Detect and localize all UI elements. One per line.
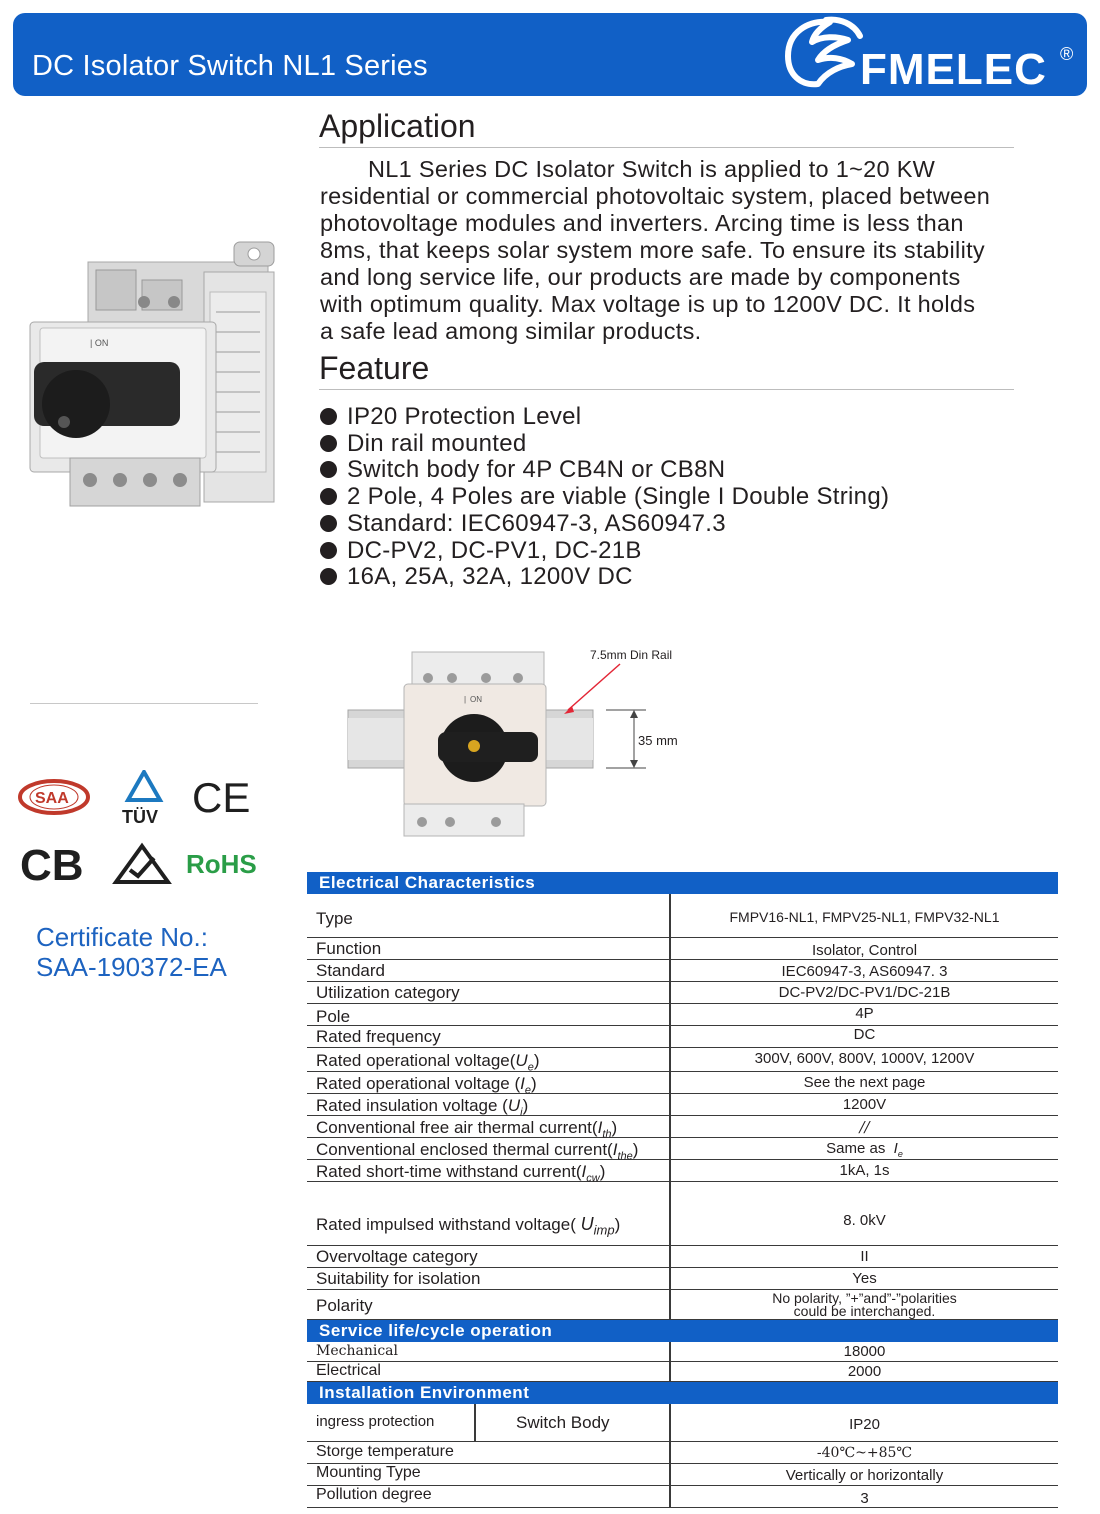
diagram-on-label: |	[464, 695, 467, 704]
height-label: 35 mm	[638, 733, 678, 748]
bullet-icon	[320, 435, 337, 452]
application-line: NL1 Series DC Isolator Switch is applied to 1~20 KW	[368, 156, 936, 182]
feature-list	[320, 404, 889, 591]
cert-divider	[30, 703, 258, 704]
bullet-icon	[320, 568, 337, 585]
table-row: Rated operational voltage $(I_e)$ See the next page	[307, 1072, 1058, 1094]
table-row: Rated impulsed withstand voltage( $U_{imp}$) 8. 0kV	[307, 1182, 1058, 1246]
feature-item: DC-PV2, DC-PV1, DC-21B	[320, 538, 889, 565]
page-title: DC Isolator Switch NL1 Series	[32, 50, 428, 82]
bullet-icon	[320, 461, 337, 478]
tuv-logo	[122, 772, 160, 827]
svg-text:SAA: SAA	[35, 790, 69, 807]
cert-logos	[18, 770, 278, 890]
rcm-logo	[116, 846, 168, 882]
application-line: photovoltage modules and inverters. Arcing time is less than	[320, 210, 964, 236]
bullet-icon	[320, 515, 337, 532]
rail-label: 7.5mm Din Rail	[590, 648, 673, 662]
certificate-number: SAA-190372-EA	[36, 952, 227, 982]
svg-text:TÜV: TÜV	[122, 807, 158, 827]
table-row: Rated insulation voltage $(U_i)$ 1200V	[307, 1094, 1058, 1116]
table-row: Polarity No polarity, ”+”and”-”polarities could be interchanged.	[307, 1290, 1058, 1320]
application-line: and long service life, our products are made by components	[320, 264, 961, 290]
table-row: Conventional free air thermal $current(I_{th})$ //	[307, 1116, 1058, 1138]
application-line: a safe lead among similar products.	[320, 318, 702, 344]
feature-item: Din rail mounted	[320, 431, 889, 458]
table-row: Function Isolator, Control	[307, 938, 1058, 960]
feature-item: 2 Pole, 4 Poles are viable (Single I Double String)	[320, 484, 889, 511]
certificate-block	[36, 922, 227, 982]
rohs-logo: RoHS	[186, 849, 257, 879]
electrical-band: Electrical Characteristics	[307, 872, 1058, 894]
ce-logo: CE	[192, 774, 251, 821]
certificate-label: Certificate No.:	[36, 922, 208, 952]
bullet-icon	[320, 542, 337, 559]
application-line: residential or commercial photovoltaic system, placed between	[320, 183, 991, 209]
application-rule	[319, 147, 1014, 148]
application-line: with optimum quality. Max voltage is up to 1200V DC. It holds	[320, 291, 976, 317]
table-row: Mounting Type Vertically or horizontally	[307, 1464, 1058, 1486]
service-band: Service life/cycle operation	[307, 1320, 1058, 1342]
brand-logo	[778, 14, 1078, 94]
spec-table	[307, 872, 1058, 1508]
bullet-icon	[320, 408, 337, 425]
table-row: Utilization category DC-PV2/DC-PV1/DC-21B	[307, 982, 1058, 1004]
registered-mark: ®	[1060, 44, 1074, 64]
table-row: Pollution degree 3	[307, 1486, 1058, 1508]
table-row: Rated operational $voltage(U_e)$ 300V, 600V, 800V, 1000V, 1200V	[307, 1048, 1058, 1072]
feature-heading: Feature	[319, 350, 430, 386]
feature-item: 16A, 25A, 32A, 1200V DC	[320, 564, 889, 591]
brand-name: FMELEC	[860, 45, 1047, 94]
table-row: Overvoltage category II	[307, 1246, 1058, 1268]
table-row: Type FMPV16-NL1, FMPV25-NL1, FMPV32-NL1	[307, 894, 1058, 938]
svg-text:| ON: | ON	[90, 338, 109, 348]
fmelec-leaf-icon	[778, 14, 868, 94]
application-heading: Application	[319, 108, 476, 144]
bullet-icon	[320, 488, 337, 505]
installation-band: Installation Environment	[307, 1382, 1058, 1404]
din-rail-diagram	[346, 640, 706, 840]
feature-item: IP20 Protection Level	[320, 404, 889, 431]
table-row: Suitability for isolation Yes	[307, 1268, 1058, 1290]
table-row: Storge temperature -40℃~+85℃	[307, 1442, 1058, 1464]
feature-item: Standard: IEC60947-3, AS60947.3	[320, 511, 889, 538]
application-text	[320, 156, 1060, 345]
cell-divider	[474, 1404, 476, 1441]
table-row: ingress protection Switch Body IP20	[307, 1404, 1058, 1442]
feature-rule	[319, 389, 1014, 390]
table-row: Conventional enclosed thermal $current(I_{the})$ Same as $I_e$	[307, 1138, 1058, 1160]
diagram-on-text: ON	[470, 695, 482, 704]
application-line: 8ms, that keeps solar system more safe. To ensure its stability	[320, 237, 985, 263]
table-row: Electrical 2000	[307, 1362, 1058, 1382]
saa-logo	[20, 781, 88, 813]
cb-logo: CB	[20, 841, 84, 890]
table-row: Pole 4P	[307, 1004, 1058, 1026]
product-photo	[24, 232, 284, 512]
feature-item: Switch body for 4P CB4N or CB8N	[320, 457, 889, 484]
table-row: Mechanical 18000	[307, 1342, 1058, 1362]
table-row: Rated short-time withstand $current(I_{cw})$ 1kA, 1s	[307, 1160, 1058, 1182]
table-row: Rated frequency DC	[307, 1026, 1058, 1048]
table-row: Standard IEC60947-3, AS60947. 3	[307, 960, 1058, 982]
